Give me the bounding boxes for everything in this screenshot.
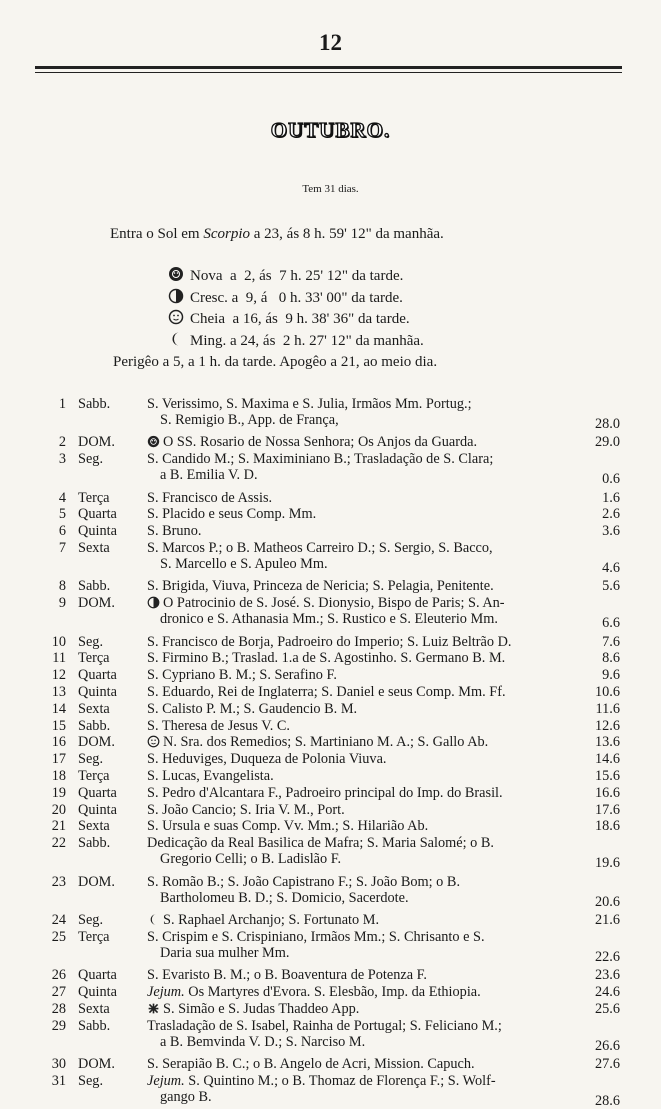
feast-text (147, 768, 567, 784)
feast-line: Gregorio Celli; o B. Ladislão F. (160, 851, 342, 868)
epact-value: 10.6 (594, 684, 620, 700)
zodiac-sign: Scorpio (203, 226, 250, 242)
perigee-apogee: Perigêo a 5, a 1 h. da tarde. Apogêo a 21, ao meio dia. (113, 354, 438, 370)
feast-line: S. Placido e seus Comp. Mm. (147, 506, 317, 523)
weekday: Quarta (78, 967, 117, 984)
feast-text (147, 818, 567, 834)
feast-line: S. Serapião B. C.; o B. Angelo de Acri, Mission. Capuch. (147, 1056, 475, 1072)
day-number: 19 (51, 784, 66, 801)
day-number: 7 (58, 540, 66, 556)
weekday: Sabb. (78, 717, 111, 734)
day-number: 30 (51, 1056, 66, 1072)
day-number: 14 (51, 700, 66, 717)
days-count: Tem 31 dias. (302, 183, 359, 195)
weekday: Sabb. (78, 578, 111, 595)
day-number: 28 (51, 1000, 66, 1017)
feast-text (147, 684, 567, 700)
weekday: DOM. (78, 595, 115, 612)
feast-line: N. Sra. dos Remedios; S. Martiniano M. A.; S. Gallo Ab. (147, 734, 567, 750)
day-number: 15 (51, 717, 66, 734)
epact-value: 5.6 (602, 578, 620, 595)
feast-line: S. Brigida, Viuva, Princeza de Nericia; S. Pelagia, Penitente. (147, 578, 494, 595)
epact-value: 29.0 (594, 434, 620, 451)
day-number: 29 (51, 1017, 66, 1034)
feast-line: S. Romão B.; S. João Capistrano F.; S. João Bom; o B. (147, 873, 461, 890)
day-number: 22 (51, 835, 66, 852)
last-quarter-icon (147, 913, 160, 926)
weekday: Sexta (78, 818, 110, 835)
feast-line: S. Bruno. (147, 523, 202, 540)
feast-text (147, 667, 567, 683)
feast-line: Dedicação da Real Basilica de Mafra; S. Maria Salomé; o B. (147, 835, 494, 852)
feast-line: O Patrocinio de S. José. S. Dionysio, Bispo de Paris; S. An- (147, 595, 567, 611)
feast-line: S. Eduardo, Rei de Inglaterra; S. Daniel e seus Comp. Mm. Ff. (147, 684, 506, 700)
feast-line: S. João Cancio; S. Iria V. M., Port. (147, 801, 345, 818)
feast-line: S. Remigio B., App. de França, (160, 412, 339, 429)
day-number: 23 (51, 873, 66, 890)
month-title: OUTUBRO. (270, 118, 391, 142)
day-number: 1 (58, 396, 66, 412)
feast-text (147, 929, 567, 961)
day-number: 24 (51, 912, 66, 928)
feast-line: S. Candido M.; S. Maximiniano B.; Trasladação de S. Clara; (147, 451, 494, 468)
feast-line: Jejum. Os Martyres d'Evora. S. Elesbão, Imp. da Ethiopia. (147, 984, 481, 1000)
day-number: 17 (51, 751, 66, 768)
weekday: Sexta (78, 1000, 110, 1017)
feast-text (147, 701, 567, 717)
feast-text (147, 650, 567, 666)
weekday: Seg. (78, 451, 104, 468)
feast-text (147, 1073, 567, 1105)
weekday: Quarta (78, 506, 117, 523)
day-number: 20 (51, 801, 66, 818)
weekday: Quinta (78, 684, 117, 700)
cross-icon (147, 1002, 160, 1015)
new-moon-icon (168, 266, 184, 282)
weekday: Quinta (78, 523, 117, 540)
feast-text (147, 785, 567, 801)
day-number: 11 (52, 650, 66, 667)
feast-line: S. Lucas, Evangelista. (147, 768, 274, 784)
feast-text (147, 490, 567, 506)
feast-line: Jejum. S. Quintino M.; o B. Thomaz de Florença F.; S. Wolf- (147, 1072, 496, 1089)
full-moon-icon (168, 309, 184, 325)
epact-value: 17.6 (594, 801, 620, 818)
feast-line: S. Cypriano B. M.; S. Serafino F. (147, 667, 337, 684)
weekday: Quarta (78, 667, 117, 684)
epact-value: 20.6 (594, 893, 620, 910)
feast-text (147, 506, 567, 522)
epact-value: 23.6 (594, 967, 620, 984)
sun-entry-post: a 23, ás 8 h. 59' 12" da manhãa. (250, 226, 444, 242)
day-number: 8 (58, 578, 66, 595)
feast-text (147, 451, 567, 483)
moon-phase-line (168, 331, 424, 350)
feast-line: S. Ursula e suas Comp. Vv. Mm.; S. Hilarião Ab. (147, 818, 429, 835)
epact-value: 14.6 (594, 751, 620, 768)
epact-value: 21.6 (594, 912, 620, 928)
epact-value: 0.6 (602, 471, 620, 488)
epact-value: 7.6 (602, 633, 620, 650)
weekday: DOM. (78, 873, 115, 890)
day-number: 25 (51, 928, 66, 945)
feast-text (147, 540, 567, 572)
weekday: Sabb. (78, 1017, 111, 1034)
epact-value: 28.6 (594, 1092, 620, 1109)
epact-value: 27.6 (594, 1056, 620, 1072)
feast-text (147, 634, 567, 650)
moon-phase-text: Cheia a 16, ás 9 h. 38' 36" da tarde. (190, 311, 410, 327)
epact-value: 26.6 (594, 1037, 620, 1054)
weekday: Quinta (78, 801, 117, 818)
weekday: Terça (78, 650, 110, 667)
feast-text (147, 523, 567, 539)
weekday: Sabb. (78, 835, 111, 852)
feast-line: O SS. Rosario de Nossa Senhora; Os Anjos da Guarda. (147, 434, 567, 450)
feast-text (147, 595, 567, 627)
feast-text (147, 874, 567, 906)
feast-text (147, 751, 567, 767)
weekday: Sexta (78, 700, 110, 717)
epact-value: 24.6 (594, 984, 620, 1000)
moon-phase-text: Cresc. a 9, á 0 h. 33' 00" da tarde. (190, 289, 403, 306)
weekday: Seg. (78, 912, 104, 928)
fast-day-label: Jejum. (147, 984, 189, 1000)
feast-line: S. Simão e S. Judas Thaddeo App. (147, 1001, 567, 1017)
weekday: Seg. (78, 633, 104, 650)
epact-value: 19.6 (594, 855, 620, 872)
weekday: Seg. (78, 1072, 104, 1089)
epact-value: 1.6 (602, 489, 620, 506)
day-number: 6 (58, 523, 66, 540)
feast-text (147, 912, 567, 928)
epact-value: 4.6 (602, 560, 620, 577)
feast-line: S. Raphael Archanjo; S. Fortunato M. (147, 912, 567, 928)
weekday: Terça (78, 928, 110, 945)
epact-value: 3.6 (602, 523, 620, 540)
weekday: Sabb. (78, 396, 111, 412)
feast-text (147, 1001, 567, 1017)
day-number: 3 (58, 451, 66, 468)
weekday: Sexta (78, 540, 110, 556)
feast-line: Daria sua mulher Mm. (160, 945, 290, 961)
feast-text (147, 835, 567, 867)
moon-phase-text: Nova a 2, ás 7 h. 25' 12" da tarde. (190, 268, 404, 284)
full-moon-icon (147, 735, 160, 748)
last-quarter-icon (168, 331, 184, 347)
feast-text (147, 967, 567, 983)
day-number: 26 (51, 967, 66, 984)
feast-line: S. Pedro d'Alcantara F., Padroeiro principal do Imp. do Brasil. (147, 784, 503, 801)
first-quarter-icon (147, 596, 160, 609)
weekday: Quinta (78, 984, 117, 1000)
day-number: 4 (58, 489, 66, 506)
feast-line: gango B. (160, 1089, 212, 1105)
feast-line: S. Francisco de Borja, Padroeiro do Imperio; S. Luiz Beltrão D. (147, 633, 512, 650)
epact-value: 6.6 (602, 615, 620, 632)
epact-value: 16.6 (594, 784, 620, 801)
day-number: 10 (51, 633, 66, 650)
page-number: 12 (319, 30, 342, 55)
feast-text (147, 434, 567, 450)
day-number: 12 (51, 667, 66, 684)
day-number: 18 (51, 768, 66, 784)
moon-phase-line (168, 288, 403, 307)
feast-text (147, 984, 567, 1000)
weekday: DOM. (78, 1056, 115, 1072)
weekday: Quarta (78, 784, 117, 801)
feast-line: S. Calisto P. M.; S. Gaudencio B. M. (147, 700, 358, 717)
day-number: 21 (51, 818, 66, 835)
feast-text (147, 802, 567, 818)
feast-line: S. Francisco de Assis. (147, 489, 273, 506)
header-rule-thick (35, 66, 622, 69)
first-quarter-icon (168, 288, 184, 304)
header-rule-thin (35, 72, 622, 73)
epact-value: 25.6 (594, 1000, 620, 1017)
feast-line: Bartholomeu B. D.; S. Domicio, Sacerdote. (160, 889, 409, 906)
moon-phase-line (168, 309, 410, 328)
day-number: 9 (58, 595, 66, 612)
weekday: Seg. (78, 751, 104, 768)
epact-value: 18.6 (594, 818, 620, 835)
day-number: 16 (51, 734, 66, 751)
day-number: 27 (51, 984, 66, 1000)
feast-line: S. Theresa de Jesus V. C. (147, 717, 290, 734)
feast-line: dronico e S. Athanasia Mm.; S. Rustico e S. Eleuterio Mm. (160, 611, 498, 628)
weekday: Terça (78, 489, 110, 506)
epact-value: 22.6 (594, 948, 620, 965)
weekday: DOM. (78, 734, 115, 751)
feast-line: S. Crispim e S. Crispiniano, Irmãos Mm.; S. Chrisanto e S. (147, 928, 485, 945)
feast-line: Trasladação de S. Isabel, Rainha de Portugal; S. Feliciano M.; (147, 1017, 502, 1034)
sun-entry (110, 226, 444, 243)
feast-text (147, 718, 567, 734)
new-moon-icon (147, 435, 160, 448)
feast-line: a B. Emilia V. D. (160, 467, 258, 484)
weekday: Terça (78, 768, 110, 784)
feast-line: S. Marcos P.; o B. Matheos Carreiro D.; S. Sergio, S. Bacco, (147, 540, 493, 556)
moon-phase-text: Ming. a 24, ás 2 h. 27' 12" da manhãa. (190, 332, 424, 349)
feast-line: S. Firmino B.; Traslad. 1.a de S. Agostinho. S. Germano B. M. (147, 650, 506, 667)
feast-text (147, 734, 567, 750)
epact-value: 28.0 (594, 416, 620, 433)
feast-text (147, 578, 567, 594)
moon-phase-line (168, 266, 403, 285)
epact-value: 9.6 (602, 667, 620, 684)
feast-text (147, 1018, 567, 1050)
feast-text (147, 1056, 567, 1072)
feast-line: S. Marcello e S. Apuleo Mm. (160, 556, 328, 573)
day-number: 2 (58, 434, 66, 451)
epact-value: 8.6 (602, 650, 620, 667)
epact-value: 15.6 (594, 768, 620, 784)
epact-value: 2.6 (602, 506, 620, 523)
epact-value: 12.6 (594, 717, 620, 734)
feast-text (147, 396, 567, 428)
weekday: DOM. (78, 434, 115, 451)
epact-value: 13.6 (594, 734, 620, 751)
epact-value: 11.6 (595, 700, 620, 717)
feast-line: S. Heduviges, Duqueza de Polonia Viuva. (147, 751, 387, 768)
fast-day-label: Jejum. (147, 1072, 189, 1089)
day-number: 31 (51, 1072, 66, 1089)
feast-line: S. Evaristo B. M.; o B. Boaventura de Potenza F. (147, 967, 427, 984)
feast-line: S. Verissimo, S. Maxima e S. Julia, Irmãos Mm. Portug.; (147, 396, 472, 412)
feast-line: a B. Bemvinda V. D.; S. Narciso M. (160, 1033, 366, 1050)
day-number: 13 (51, 684, 66, 700)
sun-entry-pre: Entra o Sol em (110, 226, 204, 242)
day-number: 5 (58, 506, 66, 523)
